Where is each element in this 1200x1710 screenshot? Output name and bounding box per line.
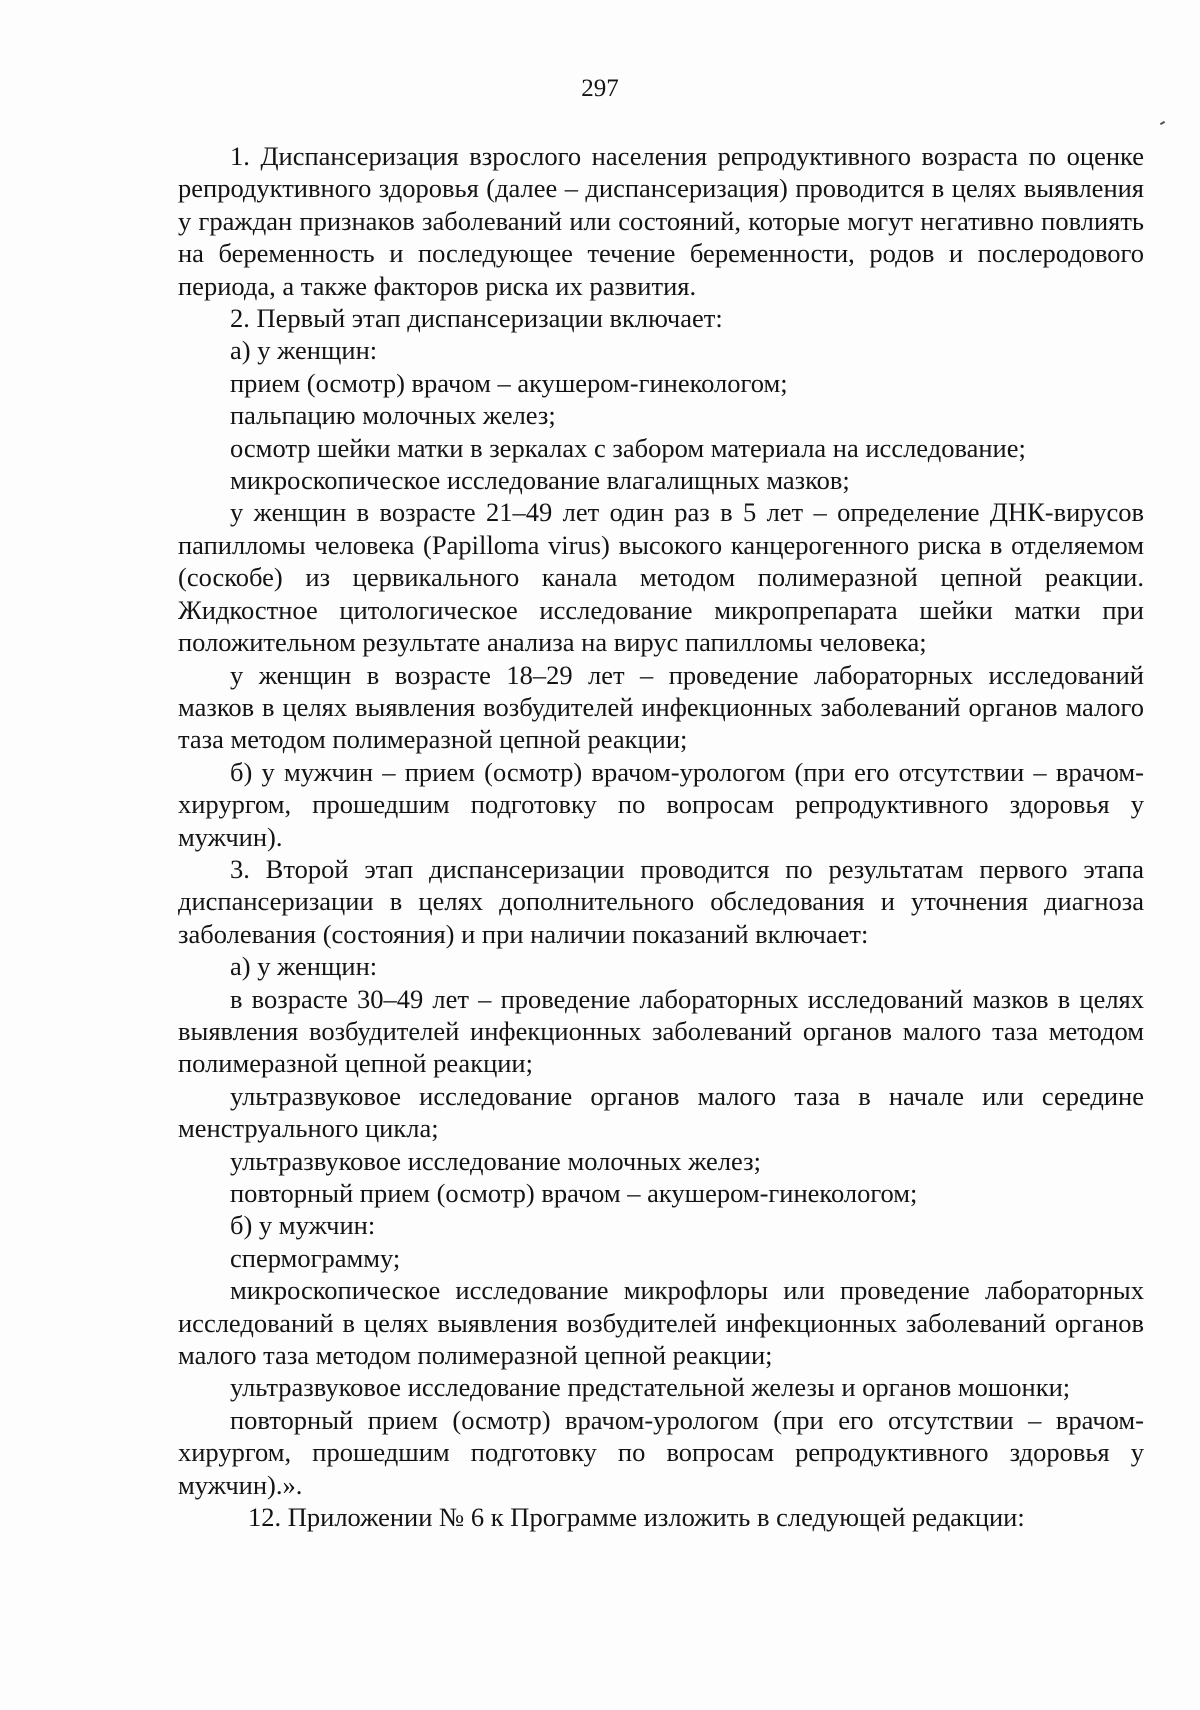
list-item-women-a-second: а) у женщин:: [230, 951, 378, 982]
list-item-hpv-test: у женщин в возрасте 21–49 лет один раз в 5 лет – определение ДНК-вирусов папилломы человека (Papilloma virus) высокого канцерогенного риска в отделяемом (соскобе) из цервикального канала методом полимеразной цепной реакции. Жидкостное цитологическое исследование микропрепарата шейки матки при положительном результате анализа на вирус папилломы человека;: [178, 497, 1144, 658]
list-item-prostate-ultrasound: ультразвуковое исследование предстательной железы и органов мошонки;: [230, 1372, 1071, 1403]
list-item-microflora: микроскопическое исследование микрофлоры или проведение лабораторных исследований в целях выявления возбудителей инфекционных заболеваний органов малого таза методом полимеразной цепной реакции;: [178, 1275, 1144, 1371]
list-item-women-a: а) у женщин:: [230, 335, 378, 366]
list-item-spermogram: спермограмму;: [230, 1242, 401, 1273]
list-item-pcr-18-29: у женщин в возрасте 18–29 лет – проведение лабораторных исследований мазков в целях выявления возбудителей инфекционных заболеваний органов малого таза методом полимеразной цепной реакции;: [178, 659, 1144, 755]
page-number: 297: [581, 75, 619, 102]
list-item-gynecologist-exam: прием (осмотр) врачом – акушером-гинекологом;: [230, 367, 788, 398]
list-item-cervix-exam: осмотр шейки матки в зеркалах с забором материала на исследование;: [230, 432, 1026, 463]
paragraph-12-appendix: 12. Приложении № 6 к Программе изложить в следующей редакции:: [248, 1502, 1025, 1533]
paragraph-3-second-stage: 3. Второй этап диспансеризации проводится по результатам первого этапа диспансеризации в целях дополнительного обследования и уточнения диагноза заболевания (состояния) и при наличии показаний включает:: [178, 853, 1144, 949]
paragraph-2-first-stage: 2. Первый этап диспансеризации включает:: [230, 303, 723, 334]
paragraph-1-purpose: 1. Диспансеризация взрослого населения репродуктивного возраста по оценке репродуктивного здоровья (далее – диспансеризация) проводится в целях выявления у граждан признаков заболеваний или состояний, которые могут негативно повлиять на беременность и последующее течение беременности, родов и послеродового периода, а также факторов риска их развития.: [178, 141, 1144, 301]
list-item-pelvic-ultrasound: ультразвуковое исследование органов малого таза в начале или середине менструального цикла;: [178, 1080, 1144, 1144]
list-item-repeat-urologist: повторный прием (осмотр) врачом-урологом (при его отсутствии – врачом-хирургом, прошедшим подготовку по вопросам репродуктивного здоровья у мужчин).».: [178, 1404, 1144, 1500]
list-item-men-urologist: б) у мужчин – прием (осмотр) врачом-урологом (при его отсутствии – врачом-хирургом, прошедшим подготовку по вопросам репродуктивного здоровья у мужчин).: [178, 756, 1144, 852]
list-item-breast-ultrasound: ультразвуковое исследование молочных желез;: [230, 1145, 761, 1176]
list-item-breast-palpation: пальпацию молочных желез;: [230, 400, 556, 431]
document-body: [178, 140, 1144, 1533]
list-item-men-b: б) у мужчин:: [230, 1210, 376, 1241]
list-item-smear-microscopy: микроскопическое исследование влагалищных мазков;: [230, 465, 850, 496]
list-item-pcr-30-49: в возрасте 30–49 лет – проведение лабораторных исследований мазков в целях выявления возбудителей инфекционных заболеваний органов малого таза методом полимеразной цепной реакции;: [178, 983, 1144, 1079]
scan-speck: [1160, 121, 1165, 125]
list-item-repeat-gynecologist: повторный прием (осмотр) врачом – акушером-гинекологом;: [230, 1178, 918, 1208]
